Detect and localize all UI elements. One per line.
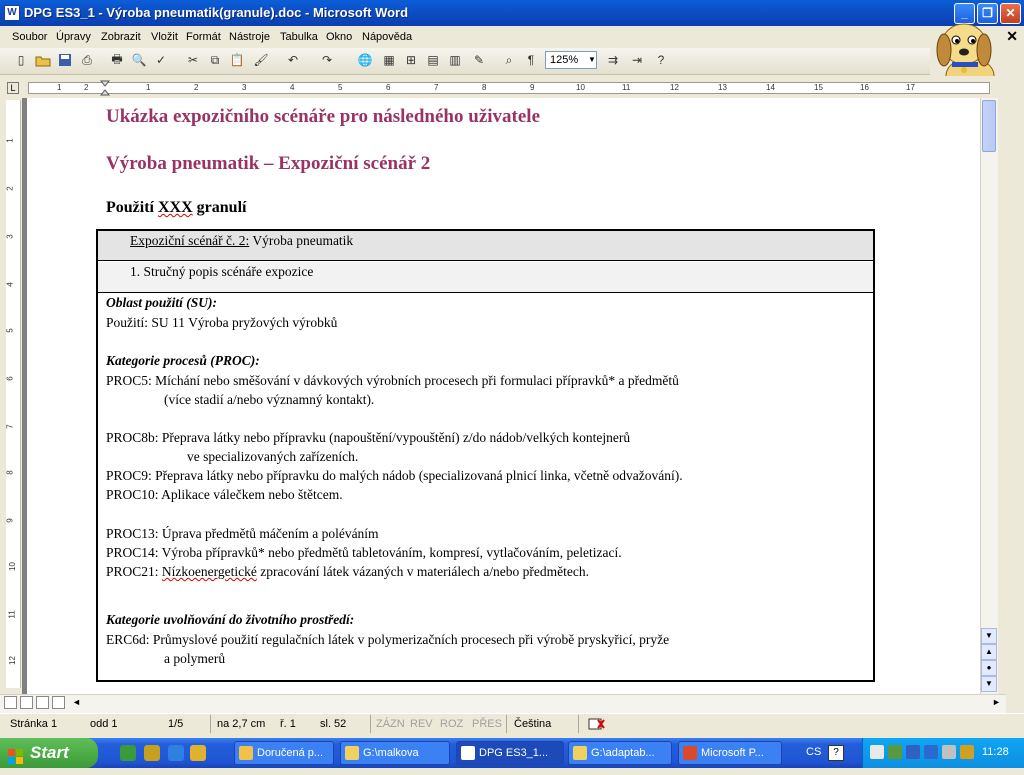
- ruler-number: 7: [434, 83, 439, 92]
- normal-view-icon[interactable]: [4, 696, 17, 709]
- show-formatting-icon[interactable]: ¶: [527, 53, 535, 67]
- scroll-down-icon[interactable]: ▼: [981, 628, 997, 644]
- help-tray-icon[interactable]: ?: [828, 745, 844, 761]
- ruler-number: 12: [670, 83, 679, 92]
- proc5-line-2: (více stadií a/nebo významný kontakt).: [164, 392, 375, 407]
- hyperlink-icon[interactable]: 🌐: [357, 53, 373, 67]
- horizontal-ruler[interactable]: [28, 82, 990, 94]
- ruler-number: 1: [57, 83, 62, 92]
- help-icon[interactable]: ?: [657, 53, 665, 67]
- tables-borders-icon[interactable]: ▦: [383, 53, 395, 67]
- menu-format[interactable]: Formát: [186, 31, 221, 43]
- minimize-button[interactable]: _: [954, 3, 975, 24]
- proc21-prefix: PROC21:: [106, 564, 162, 579]
- menu-okno[interactable]: Okno: [326, 31, 353, 43]
- scenario-label: Expoziční scénář č. 2:: [130, 233, 250, 248]
- indent-marker[interactable]: [100, 80, 110, 96]
- ruler-number: 3: [5, 234, 15, 239]
- status-section: odd 1: [90, 718, 118, 730]
- su-line: Použití: SU 11 Výroba pryžových výrobků: [106, 315, 338, 330]
- ruler-number: 15: [814, 83, 823, 92]
- ruler-number: 5: [338, 83, 343, 92]
- status-page: Stránka 1: [10, 718, 58, 730]
- status-ext[interactable]: ROZ: [440, 718, 464, 730]
- menu-nastroje[interactable]: Nástroje: [229, 31, 270, 43]
- spelling-status-icon[interactable]: [588, 717, 606, 731]
- task-label: G:\adaptab...: [591, 747, 655, 759]
- proc5-line: PROC5: Míchání nebo směšování v dávkových výrobních procesech při formulaci přípravků* a předmětů: [106, 373, 679, 388]
- divider: [578, 715, 579, 733]
- start-label: Start: [30, 743, 69, 762]
- drawing-icon[interactable]: ✎: [473, 53, 485, 67]
- close-button[interactable]: ✕: [1000, 3, 1021, 24]
- scenario-value: Výroba pneumatik: [249, 233, 354, 248]
- start-button[interactable]: [0, 738, 98, 768]
- ruler-number: 10: [7, 562, 17, 571]
- ruler-number: 4: [290, 83, 295, 92]
- heading-2[interactable]: Výroba pneumatik – Expoziční scénář 2: [106, 153, 431, 174]
- media-player-icon[interactable]: [190, 745, 206, 761]
- menu-soubor[interactable]: Soubor: [12, 31, 48, 43]
- cut-icon[interactable]: ✂: [187, 53, 199, 67]
- zoom-select[interactable]: 125%: [545, 51, 597, 69]
- paste-icon[interactable]: 📋: [229, 53, 245, 67]
- proc21-line: [106, 564, 589, 580]
- scroll-left-icon[interactable]: ◄: [72, 697, 81, 707]
- task-word-document[interactable]: [456, 741, 564, 765]
- tray-app-icon[interactable]: [924, 745, 938, 759]
- save-icon[interactable]: [56, 51, 74, 69]
- outline-view-icon[interactable]: [52, 696, 65, 709]
- status-bar: [0, 713, 1024, 736]
- ruler-number: 1: [5, 138, 15, 143]
- task-label: Doručená p...: [257, 747, 324, 759]
- heading-1[interactable]: Ukázka expozičního scénáře pro následného uživatele: [106, 106, 541, 127]
- ruler-number: 2: [5, 186, 15, 191]
- ruler-number: 12: [7, 656, 17, 665]
- ruler-number: 8: [482, 83, 487, 92]
- status-rec[interactable]: ZÁZN: [376, 718, 405, 730]
- ruler-number: 6: [386, 83, 391, 92]
- restore-button[interactable]: ❐: [977, 3, 998, 24]
- document-map-icon[interactable]: ⌕: [505, 52, 513, 67]
- tab-selector[interactable]: L: [7, 82, 19, 94]
- erc6d-line-2: a polymerů: [164, 651, 226, 666]
- status-at: na 2,7 cm: [217, 718, 266, 730]
- internet-explorer-icon[interactable]: [168, 745, 184, 761]
- insert-excel-icon[interactable]: ▤: [427, 53, 439, 67]
- desktop-icon[interactable]: [120, 745, 136, 761]
- ruler-number: 6: [5, 376, 15, 381]
- network-icon[interactable]: [906, 745, 920, 759]
- proc-title: Kategorie procesů (PROC):: [106, 353, 260, 368]
- horizontal-scrollbar[interactable]: [0, 694, 1006, 713]
- scroll-right-icon[interactable]: ►: [992, 697, 1001, 707]
- folder-icon: [345, 746, 359, 760]
- proc14-line: PROC14: Výroba přípravků* nebo předmětů tabletováním, kompresí, vytlačováním, peletizací.: [106, 545, 622, 560]
- status-column: sl. 52: [320, 718, 347, 730]
- ruler-number: 2: [194, 83, 199, 92]
- proc8b-line-2: ve specializovaných zařízeních.: [187, 449, 359, 464]
- heading-3-xxx: XXX: [158, 199, 193, 216]
- proc9-line: PROC9: Přeprava látky nebo přípravku do malých nádob (specializovaná plnicí linka, včetně odvažování).: [106, 468, 683, 483]
- copy-icon[interactable]: ⧉: [210, 52, 220, 67]
- ruler-number: 3: [242, 83, 247, 92]
- chevron-down-icon[interactable]: ▼: [588, 55, 596, 64]
- document-close-icon[interactable]: ✕: [1006, 28, 1018, 44]
- read-icon[interactable]: ⇉: [607, 53, 619, 67]
- task-label: DPG ES3_1...: [479, 747, 549, 759]
- divider: [506, 715, 507, 733]
- ruler-number: 1: [146, 83, 151, 92]
- print-preview-icon[interactable]: 🔍: [131, 53, 147, 67]
- windows-logo-icon: [8, 745, 24, 761]
- ruler-number: 14: [766, 83, 775, 92]
- ruler-number: 5: [5, 328, 15, 333]
- menu-napoveda[interactable]: Nápověda: [362, 31, 413, 43]
- task-folder-adaptab[interactable]: [568, 741, 672, 765]
- task-powerpoint[interactable]: [678, 741, 782, 765]
- ruler-number: 9: [5, 518, 15, 523]
- tray-app-icon[interactable]: [888, 745, 902, 759]
- undo-icon[interactable]: ↶: [287, 53, 299, 67]
- previous-page-icon[interactable]: ▲: [981, 644, 997, 660]
- insert-table-icon[interactable]: ⊞: [405, 53, 417, 67]
- proc21-wavy: Nízkoenergetické: [161, 564, 257, 579]
- columns-icon[interactable]: ▥: [449, 53, 461, 67]
- web-view-icon[interactable]: [20, 696, 33, 709]
- erc-title: Kategorie uvolňování do životního prostředí:: [106, 612, 355, 627]
- ruler-number: 2: [84, 83, 89, 92]
- language-indicator[interactable]: CS: [806, 746, 822, 758]
- status-trk[interactable]: REV: [410, 718, 433, 730]
- print-layout-icon[interactable]: [36, 696, 49, 709]
- task-outlook[interactable]: [234, 741, 334, 765]
- open-folder-icon[interactable]: [34, 51, 52, 69]
- ruler-number: 8: [5, 470, 15, 475]
- ruler-number: 9: [530, 83, 535, 92]
- status-pages: 1/5: [168, 718, 184, 730]
- spelling-icon[interactable]: ✓: [155, 53, 167, 67]
- folder-quicklaunch-icon[interactable]: [144, 745, 160, 761]
- format-painter-icon[interactable]: 🖌: [253, 53, 269, 67]
- menu-zobrazit[interactable]: Zobrazit: [101, 31, 141, 43]
- increase-indent-icon[interactable]: ⇥: [631, 53, 643, 67]
- ruler-number: 4: [5, 282, 15, 287]
- heading-3-prefix: Použití: [106, 199, 158, 216]
- window-title: DPG ES3_1 - Výroba pneumatik(granule).doc - Microsoft Word: [24, 5, 409, 20]
- task-label: Microsoft P...: [701, 747, 764, 759]
- heading-3[interactable]: [106, 199, 246, 217]
- divider: [210, 715, 211, 733]
- heading-3-suffix: granulí: [192, 199, 247, 216]
- volume-icon[interactable]: [942, 745, 956, 759]
- proc10-line: PROC10: Aplikace válečkem nebo štětcem.: [106, 487, 343, 502]
- permission-icon[interactable]: ⎙: [82, 52, 92, 67]
- su-title: Oblast použití (SU):: [106, 295, 218, 310]
- ruler-number: 16: [860, 83, 869, 92]
- task-folder-malkova[interactable]: [340, 741, 450, 765]
- menu-upravy[interactable]: Úpravy: [56, 31, 91, 43]
- powerpoint-icon: [683, 746, 697, 760]
- menu-tabulka[interactable]: Tabulka: [280, 31, 318, 43]
- vertical-scrollbar[interactable]: [980, 98, 998, 694]
- proc8b-line: PROC8b: Přeprava látky nebo přípravku (napouštění/vypouštění) z/do nádob/velkých kontejnerů: [106, 430, 631, 445]
- ruler-number: 11: [622, 83, 631, 92]
- task-label: G:\malkova: [363, 747, 419, 759]
- browse-object-icon[interactable]: ●: [981, 660, 997, 676]
- new-document-icon[interactable]: ▯: [17, 53, 25, 67]
- next-page-icon[interactable]: ▼: [981, 676, 997, 692]
- divider: [370, 715, 371, 733]
- ruler-number: 7: [5, 424, 15, 429]
- word-icon: [461, 746, 475, 760]
- ruler-number: 17: [906, 83, 915, 92]
- clock[interactable]: 11:28: [982, 746, 1009, 758]
- status-ovr[interactable]: PŘES: [472, 718, 502, 730]
- word-doc-icon[interactable]: W: [4, 5, 20, 21]
- scrollbar-thumb[interactable]: [982, 100, 996, 152]
- proc21-rest: zpracování látek vázaných v materiálech a/nebo předmětech.: [256, 564, 589, 579]
- ruler-number: 11: [7, 610, 17, 619]
- table-row1-text: [130, 233, 353, 249]
- menu-vlozit[interactable]: Vložit: [151, 31, 178, 43]
- status-language[interactable]: Čeština: [514, 718, 552, 730]
- outlook-icon: [239, 746, 253, 760]
- folder-icon: [573, 746, 587, 760]
- redo-icon[interactable]: ↷: [321, 53, 333, 67]
- mail-icon[interactable]: [870, 745, 884, 759]
- print-icon[interactable]: 🖶: [111, 51, 123, 66]
- table-row2-text: 1. Stručný popis scénáře expozice: [130, 264, 314, 279]
- ruler-number: 13: [718, 83, 727, 92]
- erc6d-line: ERC6d: Průmyslové použití regulačních látek v polymerizačních procesech při výrobě pryskyřicí, pryže: [106, 632, 670, 647]
- ruler-number: 10: [576, 83, 585, 92]
- status-line: ř. 1: [280, 718, 296, 730]
- tray-app-icon[interactable]: [960, 745, 974, 759]
- proc13-line: PROC13: Úprava předmětů máčením a poléváním: [106, 526, 379, 541]
